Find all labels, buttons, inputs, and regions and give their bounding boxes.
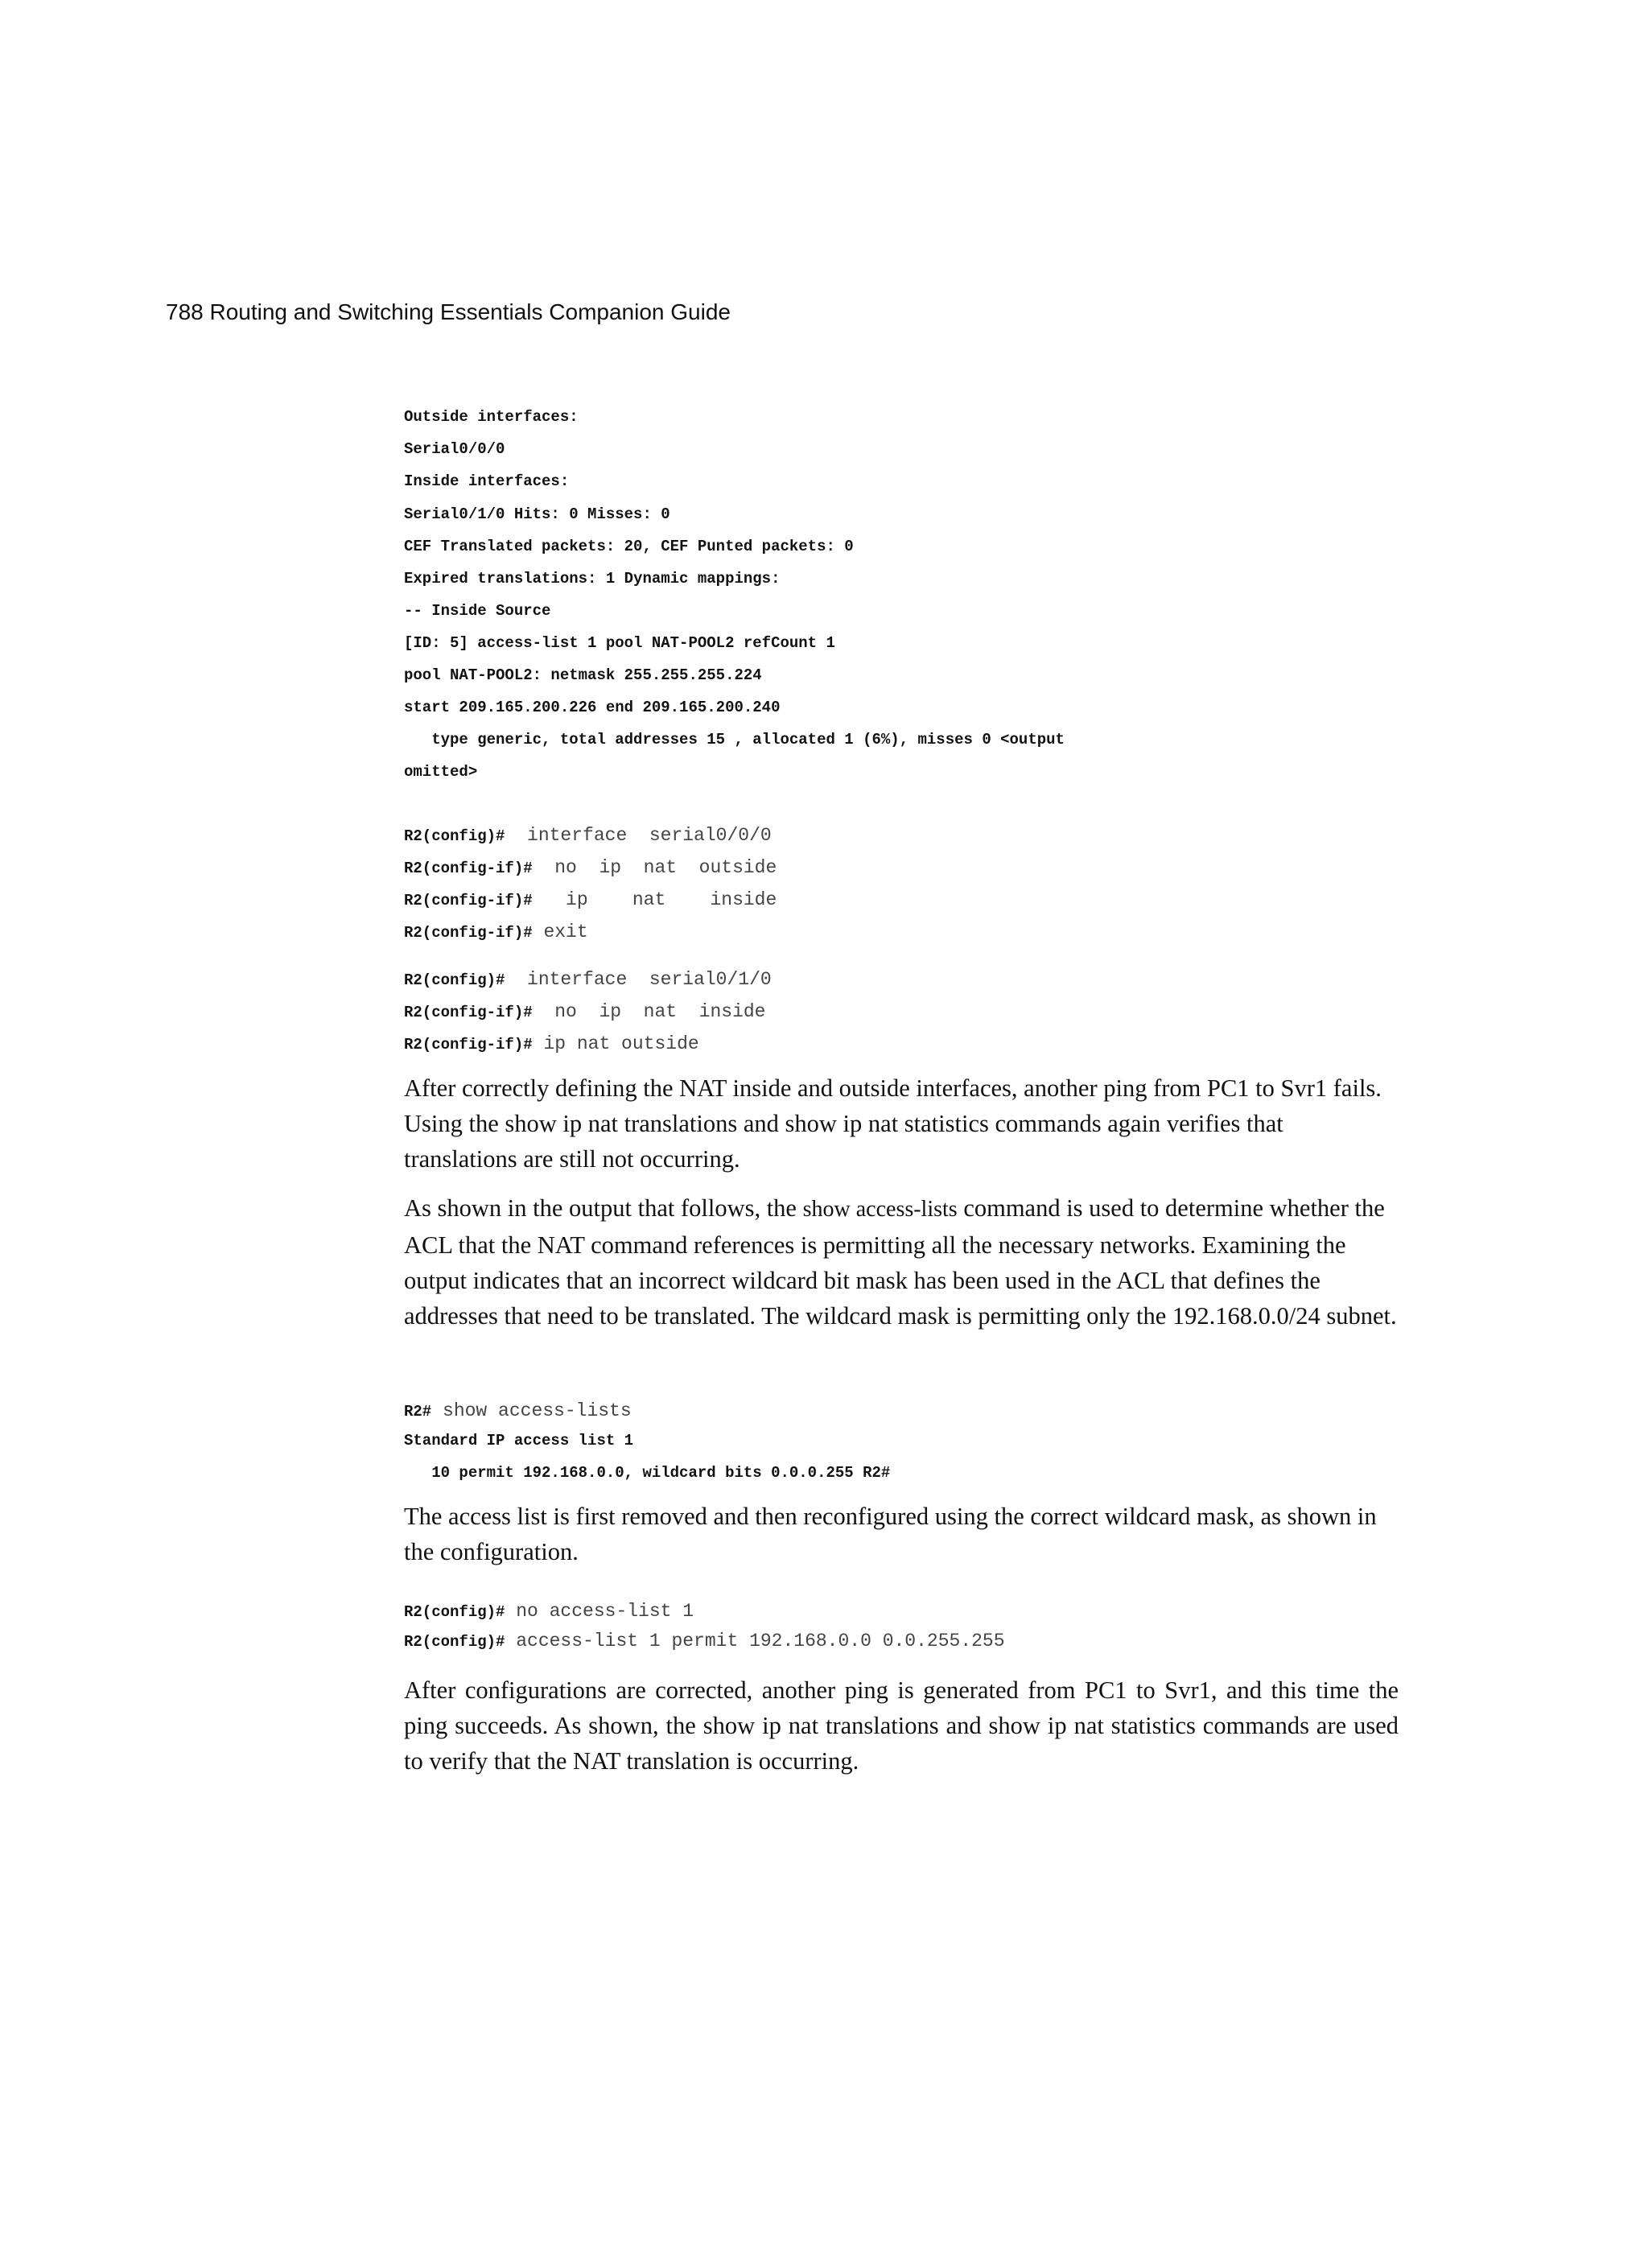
config-line [404, 1402, 632, 1421]
output-line: 10 permit 192.168.0.0, wildcard bits 0.0.0.255 R2# [404, 1464, 891, 1482]
output-line: start 209.165.200.226 end 209.165.200.240 [404, 699, 781, 716]
cli-prompt: R2(config-if)# [404, 1036, 533, 1054]
output-line: -- Inside Source [404, 602, 551, 620]
cli-prompt: R2(config-if)# [404, 1004, 533, 1021]
output-line: Inside interfaces: [404, 472, 570, 490]
config-line [404, 827, 772, 845]
body-paragraph: After correctly defining the NAT inside and outside interfaces, another ping from PC1 to Svr1 fails. Using the show ip nat translations and show ip nat statistics commands again verifies that translations are still not occurring. [404, 1074, 1382, 1173]
cli-command: exit [532, 922, 588, 942]
cli-command: show access-lists [431, 1400, 632, 1421]
running-head: 788 Routing and Switching Essentials Companion Guide [166, 299, 731, 324]
output-line: [ID: 5] access-list 1 pool NAT-POOL2 refCount 1 [404, 634, 835, 652]
cli-command: no ip nat outside [532, 857, 777, 878]
output-line: Serial0/1/0 Hits: 0 Misses: 0 [404, 505, 670, 523]
config-line [404, 971, 772, 989]
config-line [404, 1035, 699, 1054]
body-paragraph: The access list is first removed and then reconfigured using the correct wildcard mask, as shown in the configuration. [404, 1503, 1377, 1565]
inline-command: show access-lists [802, 1197, 958, 1222]
cli-prompt: R2(config)# [404, 827, 505, 845]
output-line: Standard IP access list 1 [404, 1432, 634, 1449]
cli-prompt: R2(config)# [404, 1633, 505, 1651]
cli-prompt: R2# [404, 1403, 432, 1421]
cli-prompt: R2(config)# [404, 971, 505, 989]
cli-prompt: R2(config-if)# [404, 860, 533, 877]
output-line: omitted> [404, 763, 478, 781]
cli-command: ip nat outside [532, 1033, 699, 1054]
cli-prompt: R2(config-if)# [404, 924, 533, 942]
cli-command: no ip nat inside [532, 1001, 766, 1022]
output-line: type generic, total addresses 15 , allocated 1 (6%), misses 0 <output [404, 731, 1065, 748]
body-paragraph: After configurations are corrected, another ping is generated from PC1 to Svr1, and this time the ping succeeds. As shown, the show ip nat translations and show ip nat statistics commands are used to verify that the NAT translation is occurring. [404, 1676, 1399, 1775]
output-line: CEF Translated packets: 20, CEF Punted packets: 0 [404, 538, 854, 555]
config-line [404, 923, 588, 942]
output-line: Outside interfaces: [404, 408, 579, 426]
config-line [404, 1003, 766, 1021]
output-line: Expired translations: 1 Dynamic mappings: [404, 570, 781, 588]
cli-command: interface serial0/1/0 [505, 969, 772, 990]
config-line [404, 859, 777, 877]
cli-command: no access-list 1 [505, 1601, 694, 1622]
cli-command: interface serial0/0/0 [505, 825, 772, 846]
output-line: Serial0/0/0 [404, 440, 505, 458]
config-line [404, 1602, 694, 1621]
output-line: pool NAT-POOL2: netmask 255.255.255.224 [404, 666, 762, 684]
config-line [404, 1632, 1005, 1651]
config-line [404, 891, 777, 909]
cli-prompt: R2(config-if)# [404, 892, 533, 909]
cli-prompt: R2(config)# [404, 1603, 505, 1621]
cli-command: ip nat inside [532, 889, 777, 910]
body-paragraph: As shown in the output that follows, the show access-lists command is used to determine whether the ACL that the NAT command references is permitting all the necessary networks. Examining the output indicates that an incorrect wildcard bit mask has been used in the ACL that defines the addresses that need to be translated. The wildcard mask is permitting only the 192.168.0.0/24 subnet. [404, 1194, 1397, 1330]
cli-command: access-list 1 permit 192.168.0.0 0.0.255.255 [505, 1631, 1005, 1652]
